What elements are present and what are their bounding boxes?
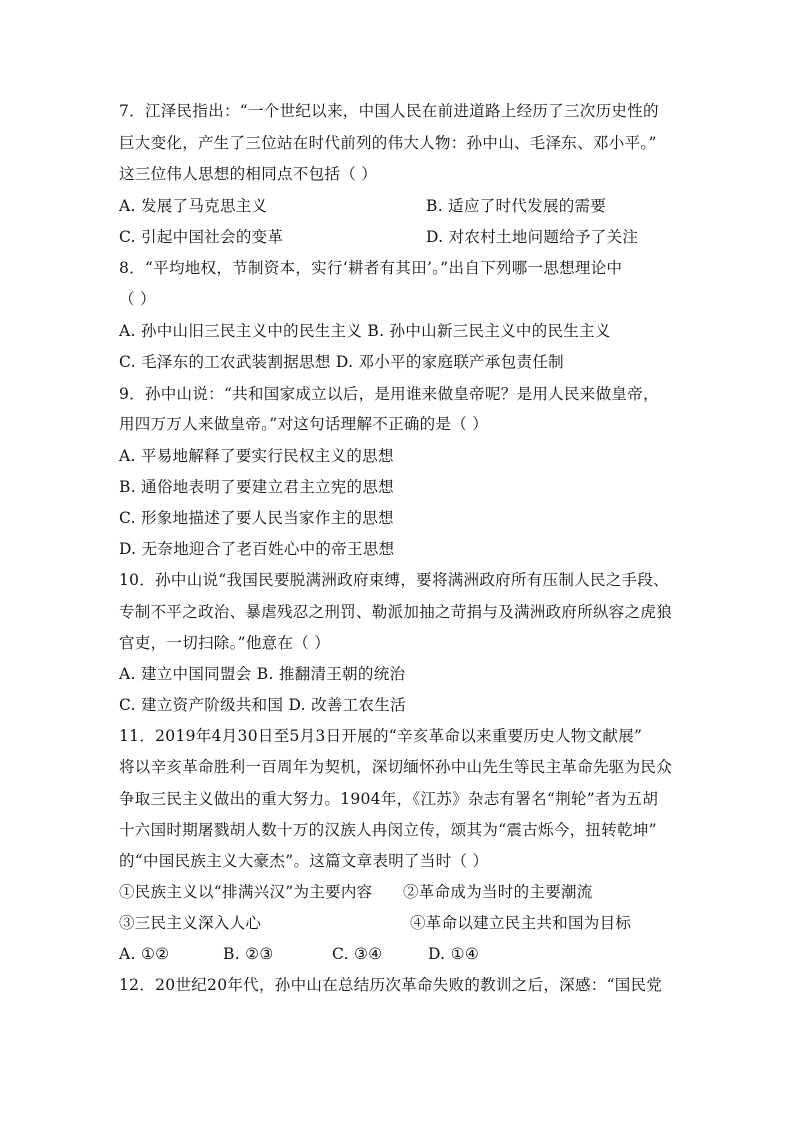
q10-options-ab: A. 建立中国同盟会 B. 推翻清王朝的统治 [119, 665, 406, 683]
q9-option-b: B. 通俗地表明了要建立君主立宪的思想 [119, 478, 394, 496]
q11-option-b: B. ②③ [223, 945, 274, 963]
q7-stem-line-1: 7．江泽民指出：“一个世纪以来，中国人民在前进道路上经历了三次历史性的 [119, 102, 659, 120]
q7-stem-line-3: 这三位伟人思想的相同点不包括（ ） [119, 165, 378, 183]
q7-option-b: B. 适应了时代发展的需要 [426, 197, 607, 215]
q11-stem-line-5: 的“中国民族主义大豪杰”。这篇文章表明了当时（ ） [119, 852, 489, 870]
q8-options-ab: A. 孙中山旧三民主义中的民生主义 B. 孙中山新三民主义中的民生主义 [119, 322, 611, 340]
q10-stem-line-2: 专制不平之政治、暴虐残忍之刑罚、勒派加抽之苛捐与及满洲政府所纵容之虎狼 [119, 603, 673, 621]
q11-stem-line-2: 将以辛亥革命胜利一百周年为契机，深切缅怀孙中山先生等民主革命先驱为民众 [119, 758, 673, 776]
q11-statement-4: ④革命以建立民主共和国为目标 [410, 914, 632, 932]
q10-options-cd: C. 建立资产阶级共和国 D. 改善工农生活 [119, 696, 406, 714]
q8-stem-line-2: （ ） [119, 290, 156, 308]
q7-option-a: A. 发展了马克思主义 [119, 197, 268, 215]
q11-stem-line-3: 争取三民主义做出的重大努力。1904年，《江苏》杂志有署名“荆轮”者为五胡 [119, 790, 659, 808]
q11-option-c: C. ③④ [332, 945, 383, 963]
q9-stem-line-1: 9．孙中山说：“共和国家成立以后，是用谁来做皇帝呢？是用人民来做皇帝， [119, 385, 659, 403]
q11-option-d: D. ①④ [428, 945, 480, 963]
q9-stem-line-2: 用四万万人来做皇帝。”对这句话理解不正确的是（ ） [119, 415, 489, 433]
q11-statement-1: ①民族主义以“排满兴汉”为主要内容 [119, 883, 373, 901]
q11-statement-3: ③三民主义深入人心 [119, 914, 262, 932]
q7-stem-line-2: 巨大变化，产生了三位站在时代前列的伟大人物：孙中山、毛泽东、邓小平。” [119, 134, 657, 152]
q9-option-d: D. 无奈地迎合了老百姓心中的帝王思想 [119, 540, 395, 558]
q7-option-d: D. 对农村土地问题给予了关注 [426, 228, 639, 246]
q8-stem-line-1: 8．“平均地权，节制资本，实行‘耕者有其田’。”出自下列哪一思想理论中 [119, 259, 623, 277]
q11-stem-line-4: 十六国时期屠戮胡人数十万的汉族人冉闵立传，颂其为“震古烁今，扭转乾坤” [119, 821, 657, 839]
q7-option-c: C. 引起中国社会的变革 [119, 228, 284, 246]
q12-stem-line-1: 12．20世纪20年代，孙中山在总结历次革命失败的教训之后，深感：“国民党 [119, 976, 663, 994]
q8-options-cd: C. 毛泽东的工农武装割据思想 D. 邓小平的家庭联产承包责任制 [119, 353, 564, 371]
q9-option-c: C. 形象地描述了要人民当家作主的思想 [119, 509, 394, 527]
q9-option-a: A. 平易地解释了要实行民权主义的思想 [119, 447, 394, 465]
q11-option-a: A. ①② [119, 945, 170, 963]
q10-stem-line-1: 10．孙中山说“我国民要脱满洲政府束缚，要将满洲政府所有压制人民之手段、 [119, 571, 669, 589]
q10-stem-line-3: 官吏，一切扫除。”他意在（ ） [119, 634, 331, 652]
q11-statement-2: ②革命成为当时的主要潮流 [403, 883, 593, 901]
q11-stem-line-1: 11．2019年4月30日至5月3日开展的“辛亥革命以来重要历史人物文献展” [119, 727, 643, 745]
